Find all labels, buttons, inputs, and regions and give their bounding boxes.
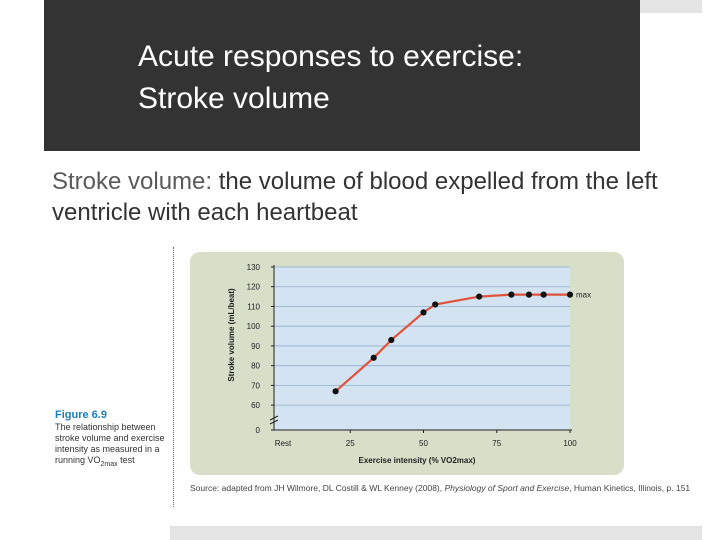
- data-point: [388, 337, 394, 343]
- y-tick-label: 60: [251, 401, 260, 411]
- x-tick-label: 75: [492, 439, 502, 448]
- data-point: [508, 292, 514, 298]
- source-text: Source: adapted from JH Wilmore, DL Costill & WL Kenney (2008),: [190, 483, 445, 493]
- y-tick-label: 100: [246, 322, 260, 332]
- x-axis-label: Exercise intensity (% VO2max): [358, 456, 476, 465]
- data-point: [432, 301, 438, 307]
- max-annotation: max: [576, 290, 592, 300]
- caption-text-end: test: [117, 455, 135, 465]
- y-tick-label: 90: [251, 341, 260, 351]
- source-publisher: , Human Kinetics, Illinois, p. 151: [569, 483, 691, 493]
- data-point: [420, 309, 426, 315]
- figure-source: [190, 483, 691, 493]
- slide-title-line-2: Stroke volume: [138, 82, 330, 115]
- data-point: [333, 388, 339, 394]
- data-point: [567, 292, 573, 298]
- y-tick-label: 70: [251, 381, 260, 391]
- definition-text: the volume of blood expelled from the left ventricle with each heartbeat: [52, 168, 658, 226]
- y-tick-label: 110: [247, 302, 260, 312]
- caption-text: The relationship between stroke volume and exercise intensity as measured in a running VO: [55, 422, 165, 465]
- slide-title-line-1: Acute responses to exercise:: [138, 40, 524, 73]
- y-tick-label: 120: [246, 282, 260, 292]
- plot-area: [274, 267, 570, 430]
- x-tick-label: Rest: [274, 439, 292, 448]
- caption-subscript: 2max: [100, 460, 118, 468]
- y-tick-label: 0: [255, 426, 260, 435]
- data-point: [476, 294, 482, 300]
- data-point: [526, 292, 532, 298]
- data-point: [371, 355, 377, 361]
- x-tick-label: 25: [345, 439, 355, 448]
- y-axis-label: Stroke volume (mL/beat): [227, 288, 236, 382]
- x-tick-label: 50: [419, 439, 428, 448]
- data-point: [541, 292, 547, 298]
- x-tick-label: 100: [563, 439, 577, 448]
- y-tick-label: 130: [246, 263, 260, 272]
- source-book-title: Physiology of Sport and Exercise: [444, 483, 570, 493]
- figure-label: Figure 6.9: [55, 409, 107, 421]
- y-tick-label: 80: [251, 361, 260, 371]
- definition-term: Stroke volume:: [52, 168, 213, 195]
